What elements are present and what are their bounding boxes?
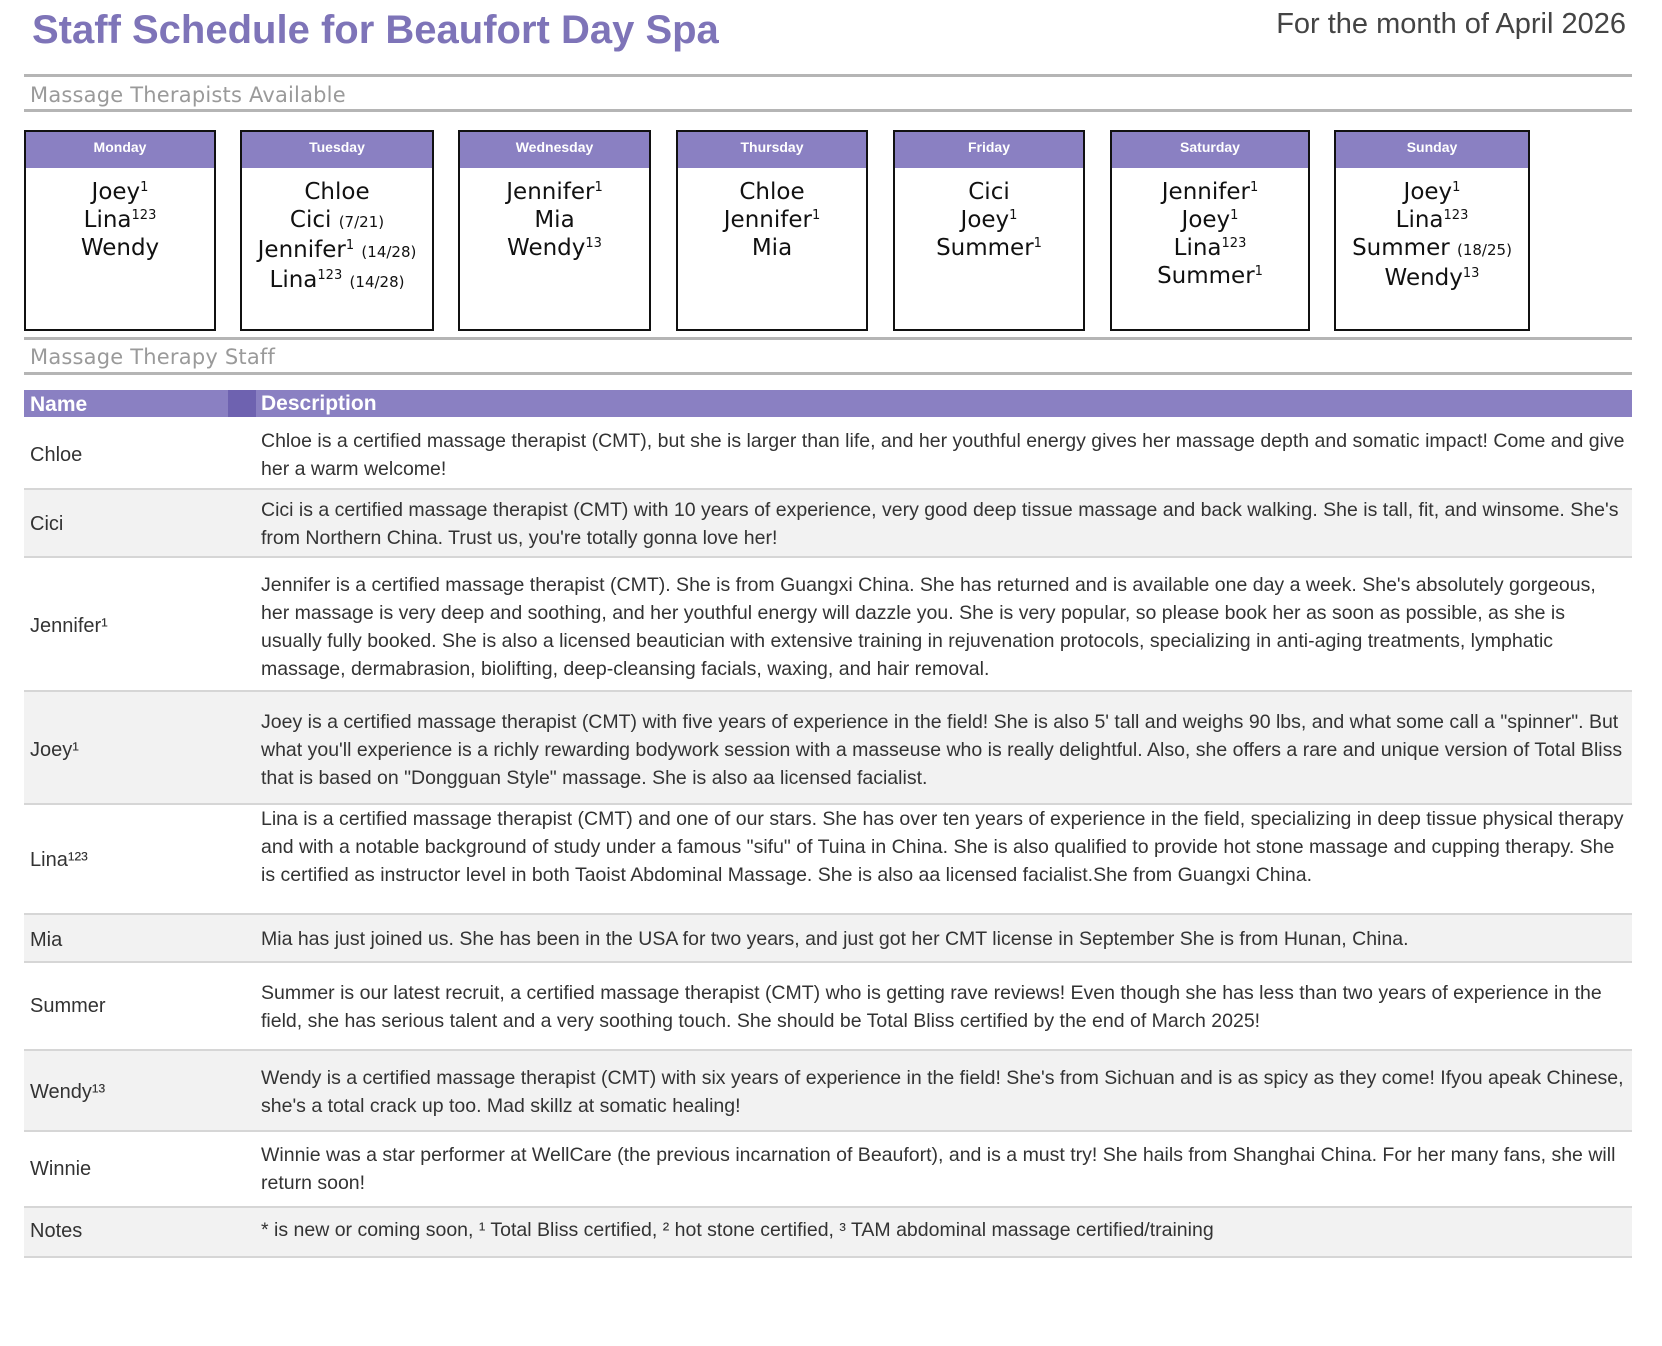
day-therapist-list xyxy=(1112,168,1308,290)
therapist-name: Lina xyxy=(83,207,132,233)
staff-table-header xyxy=(24,390,1632,417)
therapist-entry xyxy=(1336,234,1528,264)
therapist-name: Wendy xyxy=(1384,265,1463,291)
divider xyxy=(24,74,1632,77)
certification-superscript: 123 xyxy=(1221,236,1247,251)
day-therapist-list xyxy=(26,168,214,262)
certification-superscript: 1 xyxy=(1009,208,1018,223)
day-header: Saturday xyxy=(1112,132,1308,168)
certification-superscript: 1 xyxy=(1230,208,1239,223)
therapist-name: Cici xyxy=(289,207,332,233)
therapist-name: Summer xyxy=(1352,235,1450,261)
day-card-friday xyxy=(893,130,1085,331)
staff-name: Lina¹²³ xyxy=(30,849,88,871)
staff-row xyxy=(24,1051,1632,1132)
therapist-entry xyxy=(895,206,1083,234)
certification-superscript: 1 xyxy=(1254,264,1263,279)
therapist-entry xyxy=(678,206,866,234)
therapist-entry xyxy=(460,178,649,206)
day-card-saturday xyxy=(1110,130,1310,331)
certification-superscript: 123 xyxy=(1443,208,1469,223)
day-header: Monday xyxy=(26,132,214,168)
therapist-entry xyxy=(895,234,1083,262)
staff-name: Summer xyxy=(30,995,106,1017)
weekly-availability xyxy=(24,130,1634,335)
therapist-name: Lina xyxy=(1173,235,1222,261)
staff-description: * is new or coming soon, ¹ Total Bliss certified, ² hot stone certified, ³ TAM abdominal massage certified/training xyxy=(261,1219,1214,1241)
certification-superscript: 123 xyxy=(317,268,343,283)
certification-superscript: 123 xyxy=(131,208,157,223)
description-column-header: Description xyxy=(261,392,377,415)
staff-description: Lina is a certified massage therapist (CMT) and one of our stars. She has over ten years of experience in the field, specializing in deep tissue physical therapy and with a notable background of study under a famous "sifu" of Tuina in China. She is also qualified to provide hot stone massage and cupping therapy. She is certified as instructor level in both Taoist Abdominal Massage. She is also aa licensed facialist.She from Guangxi China. xyxy=(261,808,1624,886)
staff-row xyxy=(24,1208,1632,1258)
therapist-entry xyxy=(1336,178,1528,206)
day-therapist-list xyxy=(460,168,649,262)
therapist-entry xyxy=(1336,206,1528,234)
day-therapist-list xyxy=(1336,168,1528,292)
certification-superscript: 1 xyxy=(1033,236,1042,251)
day-header: Thursday xyxy=(678,132,866,168)
staff-description: Jennifer is a certified massage therapist (CMT). She is from Guangxi China. She has returned and is available one day a week. She's absolutely gorgeous, her massage is very deep and soothing, and her youthful energy will dazzle you. She is very popular, so please book her as soon as possible, as she is usually fully booked. She is also a licensed beautician with extensive training in rejuvenation protocols, specializing in anti-aging treatments, lymphatic massage, dermabrasion, biolifting, deep-cleansing facials, waxing, and hair removal. xyxy=(261,574,1596,680)
therapist-entry xyxy=(460,234,649,262)
therapist-name: Mia xyxy=(751,235,793,261)
staff-row xyxy=(24,692,1632,805)
staff-description: Mia has just joined us. She has been in the USA for two years, and just got her CMT license in September She is from Hunan, China. xyxy=(261,928,1409,950)
therapist-name: Chloe xyxy=(304,179,370,205)
staff-description: Summer is our latest recruit, a certified massage therapist (CMT) who is getting rave reviews! Even though she has less than two years of experience in the field, she has serious talent and a very soothing touch. She should be Total Bliss certified by the end of March 2025! xyxy=(261,982,1602,1032)
staff-name: Wendy¹³ xyxy=(30,1081,106,1103)
staff-row xyxy=(24,558,1632,692)
staff-name: Jennifer¹ xyxy=(30,615,108,637)
therapist-entry xyxy=(242,266,432,296)
divider xyxy=(24,109,1632,112)
day-therapist-list xyxy=(242,168,432,296)
therapist-name: Lina xyxy=(269,267,318,293)
day-therapist-list xyxy=(895,168,1083,262)
staff-description: Joey is a certified massage therapist (CMT) with five years of experience in the field! She is also 5' tall and weighs 90 lbs, and what some call a "spinner". But what you'll experience is a richly rewarding bodywork session with a masseuse who is really delightful. Also, she offers a rare and unique version of Total Bliss that is based on "Dongguan Style" massage. She is also aa licensed facialist. xyxy=(261,711,1623,789)
therapist-entry xyxy=(1112,178,1308,206)
staff-name: Cici xyxy=(30,513,64,535)
therapist-entry xyxy=(895,178,1083,206)
day-header: Friday xyxy=(895,132,1083,168)
therapist-name: Joey xyxy=(1181,207,1231,233)
therapist-name: Jennifer xyxy=(506,179,595,205)
therapist-name: Jennifer xyxy=(723,207,812,233)
staff-name: Joey¹ xyxy=(30,739,79,761)
day-therapist-list xyxy=(678,168,866,262)
therapist-entry xyxy=(1112,206,1308,234)
name-column-header: Name xyxy=(30,393,88,416)
therapist-entry xyxy=(26,178,214,206)
staff-row xyxy=(24,490,1632,558)
therapist-entry xyxy=(242,206,432,236)
certification-superscript: 13 xyxy=(585,236,602,251)
therapist-name: Wendy xyxy=(507,235,586,261)
day-card-wednesday xyxy=(458,130,651,331)
staff-description: Winnie was a star performer at WellCare (the previous incarnation of Beaufort), and is a must try! She hails from Shanghai China. For her many fans, she will return soon! xyxy=(261,1144,1616,1194)
staff-description: Chloe is a certified massage therapist (CMT), but she is larger than life, and her youthful energy gives her massage depth and somatic impact! Come and give her a warm welcome! xyxy=(261,430,1625,480)
certification-superscript: 1 xyxy=(594,180,603,195)
staff-row xyxy=(24,963,1632,1051)
therapist-name: Jennifer xyxy=(1161,179,1250,205)
staff-name: Notes xyxy=(30,1220,83,1242)
certification-superscript: 1 xyxy=(1452,180,1461,195)
staff-row xyxy=(24,805,1632,915)
day-header: Tuesday xyxy=(242,132,432,168)
therapist-name: Cici xyxy=(968,179,1010,205)
staff-name: Chloe xyxy=(30,444,83,466)
therapist-entry xyxy=(1112,262,1308,290)
therapist-entry xyxy=(26,234,214,262)
therapist-name: Joey xyxy=(960,207,1010,233)
certification-superscript: 13 xyxy=(1462,266,1480,281)
day-card-sunday xyxy=(1334,130,1530,331)
staff-row xyxy=(24,1132,1632,1208)
therapist-name: Joey xyxy=(91,179,141,205)
staff-name: Winnie xyxy=(30,1158,92,1180)
header-separator xyxy=(228,390,256,417)
divider xyxy=(24,372,1632,375)
therapist-entry xyxy=(678,178,866,206)
therapist-name: Joey xyxy=(1403,179,1453,205)
therapist-entry xyxy=(242,178,432,206)
therapist-name: Wendy xyxy=(80,235,160,261)
divider xyxy=(24,337,1632,340)
date-note: (7/21) xyxy=(338,213,385,231)
page-title: Staff Schedule for Beaufort Day Spa xyxy=(32,8,719,52)
therapist-name: Chloe xyxy=(739,179,805,205)
therapist-entry xyxy=(26,206,214,234)
day-header: Sunday xyxy=(1336,132,1528,168)
date-note: (14/28) xyxy=(361,243,417,261)
staff-section-label: Massage Therapy Staff xyxy=(30,345,276,369)
date-note: (14/28) xyxy=(349,273,405,291)
certification-superscript: 1 xyxy=(811,208,821,223)
therapist-name: Summer xyxy=(936,235,1034,261)
certification-superscript: 1 xyxy=(140,180,149,195)
therapist-entry xyxy=(460,206,649,234)
therapist-entry xyxy=(1112,234,1308,262)
therapist-name: Summer xyxy=(1157,263,1255,289)
day-card-monday xyxy=(24,130,216,331)
staff-name: Mia xyxy=(30,929,63,951)
date-note: (18/25) xyxy=(1456,241,1512,259)
availability-section-label: Massage Therapists Available xyxy=(30,83,346,107)
certification-superscript: 1 xyxy=(345,238,355,253)
therapist-name: Mia xyxy=(534,207,575,233)
day-card-tuesday xyxy=(240,130,434,331)
therapist-entry xyxy=(678,234,866,262)
staff-row xyxy=(24,915,1632,963)
month-label: For the month of April 2026 xyxy=(1276,8,1626,40)
day-card-thursday xyxy=(676,130,868,331)
certification-superscript: 1 xyxy=(1249,180,1259,195)
staff-description: Wendy is a certified massage therapist (CMT) with six years of experience in the field! She's from Sichuan and is as spicy as they come! Ifyou apeak Chinese, she's a total crack up too. Mad skillz at somatic healing! xyxy=(261,1067,1624,1117)
staff-description: Cici is a certified massage therapist (CMT) with 10 years of experience, very good deep tissue massage and back walking. She is tall, fit, and winsome. She's from Northern China. Trust us, you're totally gonna love her! xyxy=(261,499,1619,549)
staff-row xyxy=(24,417,1632,490)
therapist-entry xyxy=(1336,264,1528,292)
day-header: Wednesday xyxy=(460,132,649,168)
therapist-name: Lina xyxy=(1395,207,1444,233)
therapist-name: Jennifer xyxy=(257,237,346,263)
therapist-entry xyxy=(242,236,432,266)
